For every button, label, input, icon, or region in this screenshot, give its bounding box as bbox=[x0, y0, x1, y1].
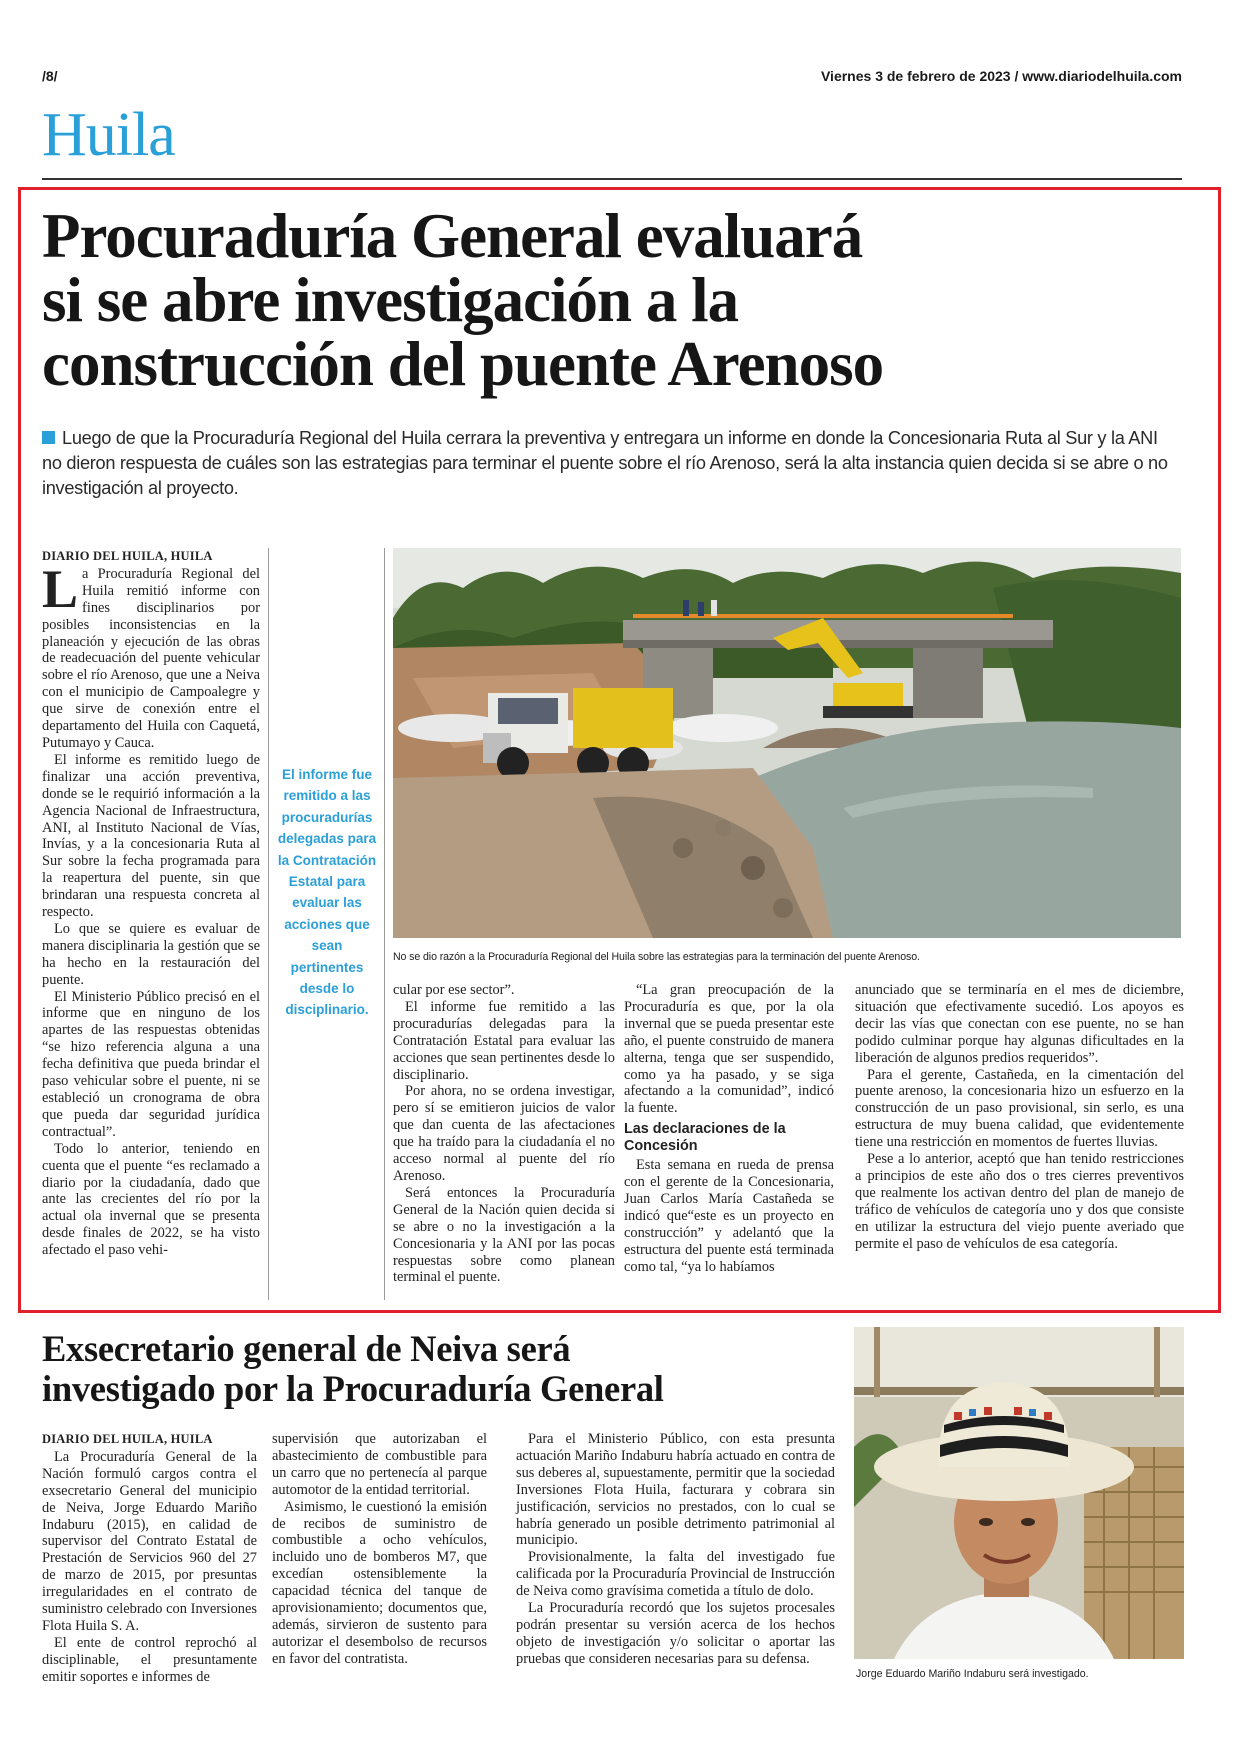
story1-lead bbox=[42, 426, 1182, 501]
story1-paragraph: “La gran preocupación de la Procuraduría es que, por la ola invernal que se pueda presentar este año, el puente construido de manera alterna, tenga que ser suspendido, como ya ha pasado, y se siga afectando a la comunidad”, indicó la fuente. bbox=[624, 982, 834, 1117]
story2-paragraph: Para el Ministerio Público, con esta presunta actuación Mariño Indaburu habría actuado en contra de sus deberes al, supuestamente, permitir que la sociedad Inversiones Flota Huila, facturara y cobrara sin justificación, servicios no prestados, con lo cual se habría generado un posible detrimento patrimonial al municipio. bbox=[516, 1431, 835, 1549]
story2-paragraph: Provisionalmente, la falta del investigado fue calificada por la Procuraduría Provincial de Instrucción de Neiva como gravísima cometida a título de dolo. bbox=[516, 1549, 835, 1600]
story2-headline-line: Exsecretario general de Neiva será bbox=[42, 1328, 571, 1369]
story1-paragraph: Esta semana en rueda de prensa con el gerente de la Concesionaria, Juan Carlos María Castañeda se indicó que“este es un proyecto en construcción” y adelantó que la estructura del puente está terminada como tal, “ya lo habíamos bbox=[624, 1157, 834, 1275]
story1-paragraph: El informe es remitido luego de finalizar una acción preventiva, donde se le requirió información a la Agencia Nacional de Infraestructura, ANI, al Instituto Nacional de Vías, Invías, y a la concesionaria Ruta al Sur sobre la fecha programada para la reapertura del puente, sin que brindaran una respuesta concreta al respecto. bbox=[42, 751, 260, 921]
story2-paragraph: La Procuraduría General de la Nación formuló cargos contra el exsecretario General del municipio de Neiva, Jorge Eduardo Mariño Indaburu (2015), en calidad de supervisor del Contrato Estatal de Prestación de Servicios 960 del 27 de marzo de 2015, por presuntas irregularidades en el contrato de suministro celebrado con Inversiones Flota Huila S. A. bbox=[42, 1448, 257, 1634]
dateline: Viernes 3 de febrero de 2023 / www.diariodelhuila.com bbox=[820, 68, 1182, 84]
portrait-photo bbox=[854, 1327, 1184, 1659]
story1-paragraph: Será entonces la Procuraduría General de la Nación quien decida si se abre o no la investigación a la Concesionaria y la ANI por las pocas respuestas sobre como planean terminal el puente. bbox=[393, 1184, 615, 1286]
story1-paragraph: Lo que se quiere es evaluar de manera disciplinaria la gestión que se ha hecho en la restauración del puente. bbox=[42, 920, 260, 988]
column-rule bbox=[268, 548, 269, 1300]
story1-paragraph: El informe fue remitido a las procuradurías delegadas para la Contratación Estatal para evaluar las acciones que sean pertinentes desde lo disciplinario. bbox=[393, 998, 615, 1083]
story2-headline bbox=[42, 1329, 842, 1409]
story1-headline-line: construcción del puente Arenoso bbox=[42, 329, 884, 399]
portrait-caption: Jorge Eduardo Mariño Indaburu será investigado. bbox=[856, 1668, 1089, 1680]
drop-cap: L bbox=[42, 558, 79, 619]
story1-paragraph: Por ahora, no se ordena investigar, pero sí se emitieron juicios de valor que dan cuenta de las afectaciones que ha traído para la ciudadanía el no acceso normal al puente del río Arenoso. bbox=[393, 1083, 615, 1184]
bridge-construction-photo bbox=[393, 548, 1181, 938]
story1-paragraph: cular por ese sector”. bbox=[393, 982, 515, 998]
section-rule bbox=[42, 178, 1182, 180]
story1-paragraph: Todo lo anterior, teniendo en cuenta que el puente “es reclamado a diario por la ciudadanía, dado que ante las crecientes del río por la actual ola invernal que se presenta desde finales de 2022, se ha visto afectado el paso vehi- bbox=[42, 1140, 260, 1259]
story1-column-4 bbox=[855, 982, 1184, 1253]
section-title: Huila bbox=[42, 101, 175, 169]
story2-column-2 bbox=[272, 1431, 487, 1668]
story1-byline: DIARIO DEL HUILA, HUILA bbox=[42, 549, 213, 563]
story2-headline-line: investigado por la Procuraduría General bbox=[42, 1368, 664, 1409]
lead-square-icon bbox=[42, 431, 55, 444]
pull-quote: El informe fue remitido a las procuradurías delegadas para la Contratación Estatal para evaluar las acciones que sean pertinentes desde lo disciplinario. bbox=[277, 767, 377, 1018]
story1-paragraph-text: a Procuraduría Regional del Huila remitió informe con fines disciplinarios por posibles inconsistencias en la planeación y ejecución de las obras de readecuación del puente vehicular sobre el río Arenoso, que une a Neiva con el municipio de Campoalegre y que sirve de conexión entre el departamento del Huila con Caquetá, Putumayo y Cauca. bbox=[42, 565, 260, 751]
story2-paragraph: Asimismo, le cuestionó la emisión de recibos de suministro de combustible a ocho vehículos, incluido uno de bomberos M7, que excedían ostensiblemente la capacidad técnica del tanque de aprovisionamiento; documentos que, además, sirvieron de sustento para autorizar el desembolso de recursos en favor del contratista. bbox=[272, 1498, 487, 1667]
story1-paragraph: Pese a lo anterior, aceptó que han tenido restricciones a principios de este año dos o tres cierres preventivos que realmente los activan dentro del plan de manejo de tráfico de vehículos de categoría uno y dos que consiste en utilizar la estructura del viejo puente averiado que permite el paso de vehículos de esa categoría. bbox=[855, 1151, 1184, 1252]
story2-paragraph: El ente de control reprochó al disciplinable, el presuntamente emitir soportes e informes de bbox=[42, 1634, 257, 1685]
story2-paragraph: La Procuraduría recordó que los sujetos procesales podrán presentar su versión acerca de los hechos objeto de investigación y/o solicitar o aportar las pruebas que consideren necesarias para su defensa. bbox=[516, 1600, 835, 1667]
story1-column-2 bbox=[393, 982, 615, 1286]
story2-column-3 bbox=[516, 1431, 835, 1668]
story2-paragraph: supervisión que autorizaban el abastecimiento de combustible para un carro que no pertenecía al parque automotor de la entidad territorial. bbox=[272, 1431, 487, 1498]
story1-paragraph: El Ministerio Público precisó en el informe que en ninguno de los apartes de las respuestas obtenidas “se hizo referencia alguna a una fecha definitiva que pueda brindar el paso vehicular sobre el puente, ni se estableció un cronograma de obra que pueda dar seguridad jurídica contractual”. bbox=[42, 988, 260, 1140]
page-number: /8/ bbox=[42, 68, 58, 84]
photo-caption: No se dio razón a la Procuraduría Regional del Huila sobre las estrategias para la terminación del puente Arenoso. bbox=[393, 951, 920, 963]
story1-headline-line: Procuraduría General evaluará bbox=[42, 201, 863, 271]
story1-column-3 bbox=[624, 982, 834, 1276]
story2-byline: DIARIO DEL HUILA, HUILA bbox=[42, 1432, 213, 1446]
story1-paragraph: anunciado que se terminaría en el mes de diciembre, situación que efectivamente sucedió. Los apoyos es decir las vías que conectan con ese puente, no se han podido culminar porque hay algunas dificultades en la liberación de algunos predios requeridos”. bbox=[855, 982, 1184, 1066]
story1-lead-text: Luego de que la Procuraduría Regional del Huila cerrara la preventiva y entregara un informe en donde la Concesionaria Ruta al Sur y la ANI no dieron respuesta de cuáles son las estrategias para terminar el puente sobre el río Arenoso, será la alta instancia quien decida si se abre o no investigación al proyecto. bbox=[42, 428, 1168, 498]
story1-column-1 bbox=[42, 548, 260, 1259]
story2-column-1 bbox=[42, 1431, 257, 1686]
story1-headline bbox=[42, 201, 1182, 399]
story1-paragraph: Para el gerente, Castañeda, en la cimentación del puente arenoso, la concesionaria hizo un esfuerzo en la construcción de un paso provisional, sin serlo, es una estructura de muy buena calidad, que evidentemente tiene una restricción en momentos de fuertes lluvias. bbox=[855, 1066, 1184, 1151]
column-rule bbox=[384, 548, 385, 1300]
story1-paragraph bbox=[42, 558, 260, 752]
story1-subhead: Las declaraciones de la Concesión bbox=[624, 1121, 786, 1155]
story1-headline-line: si se abre investigación a la bbox=[42, 265, 739, 335]
